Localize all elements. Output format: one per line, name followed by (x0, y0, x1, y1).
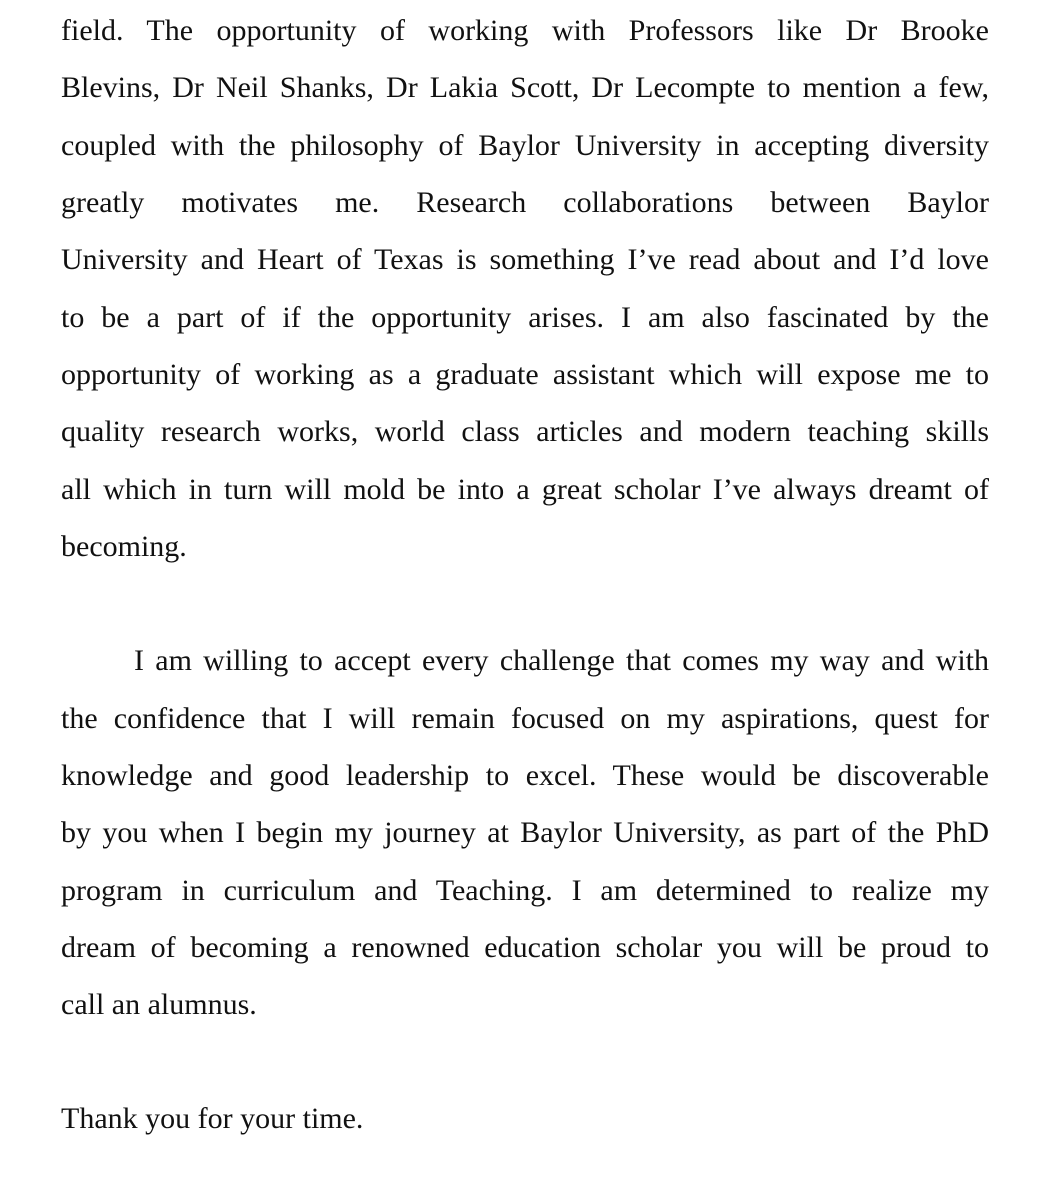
paragraph-2-line: knowledge and good leadership to excel. These would be discoverable (61, 759, 989, 792)
paragraph-1-line: Blevins, Dr Neil Shanks, Dr Lakia Scott, Dr Lecompte to mention a few, (61, 71, 989, 104)
paragraph-2-line: program in curriculum and Teaching. I am determined to realize my (61, 874, 989, 907)
paragraph-2-line: the confidence that I will remain focused on my aspirations, quest for (61, 702, 989, 735)
paragraph-2-first-line: I am willing to accept every challenge that comes my way and with (134, 644, 989, 677)
closing-line: Thank you for your time. (61, 1102, 364, 1135)
paragraph-1-last-line: becoming. (61, 530, 187, 563)
paragraph-1-line: field. The opportunity of working with Professors like Dr Brooke (61, 14, 989, 47)
paragraph-1-line: all which in turn will mold be into a great scholar I’ve always dreamt of (61, 473, 989, 506)
paragraph-1-line: quality research works, world class articles and modern teaching skills (61, 415, 989, 448)
paragraph-1-line: opportunity of working as a graduate assistant which will expose me to (61, 358, 989, 391)
paragraph-2-line: dream of becoming a renowned education scholar you will be proud to (61, 931, 989, 964)
paragraph-2-line: by you when I begin my journey at Baylor University, as part of the PhD (61, 816, 989, 849)
paragraph-1-line: greatly motivates me. Research collaborations between Baylor (61, 186, 989, 219)
paragraph-2-last-line: call an alumnus. (61, 988, 257, 1021)
paragraph-1-line: to be a part of if the opportunity arises. I am also fascinated by the (61, 301, 989, 334)
paragraph-1-line: University and Heart of Texas is something I’ve read about and I’d love (61, 243, 989, 276)
paragraph-1-line: coupled with the philosophy of Baylor University in accepting diversity (61, 129, 989, 162)
